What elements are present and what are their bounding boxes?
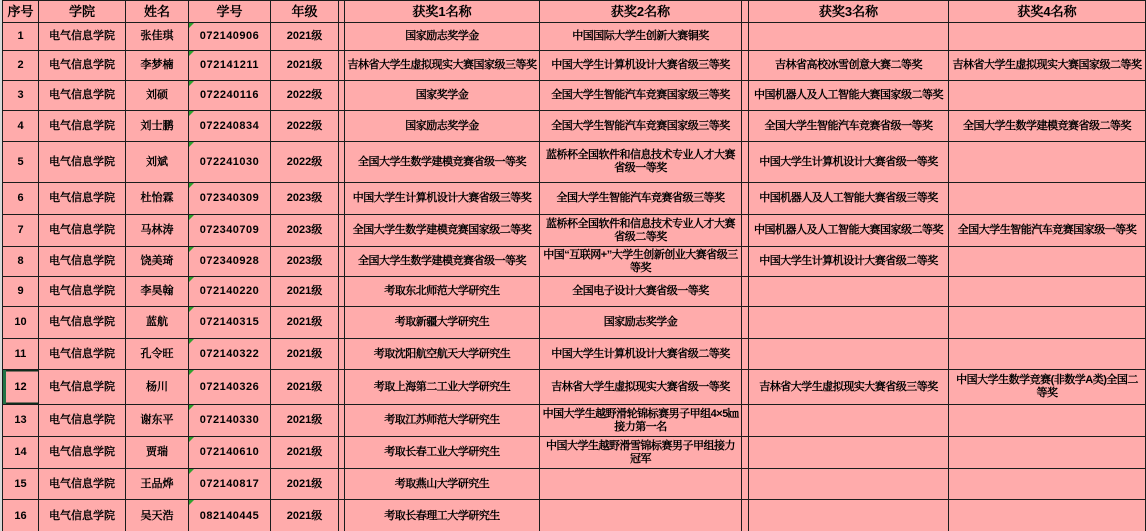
award3-cell[interactable]	[749, 23, 949, 51]
student-id-cell[interactable]	[189, 215, 271, 247]
header-award4[interactable]: 获奖4名称	[949, 1, 1146, 23]
column-separator	[742, 111, 749, 142]
student-id-cell[interactable]	[189, 183, 271, 215]
student-id-cell[interactable]	[189, 437, 271, 469]
award2-cell[interactable]: 全国电子设计大赛省级一等奖	[540, 277, 742, 307]
college-cell[interactable]: 电气信息学院	[39, 51, 126, 81]
award2-cell[interactable]: 全国大学生智能汽车竞赛省级三等奖	[540, 183, 742, 215]
award1-cell[interactable]: 国家励志奖学金	[345, 111, 540, 142]
number-stored-as-text-indicator-icon	[189, 81, 194, 86]
award2-cell[interactable]: 全国大学生智能汽车竞赛国家级三等奖	[540, 111, 742, 142]
award2-cell[interactable]: 中国“互联网+”大学生创新创业大赛省级三等奖	[540, 247, 742, 277]
row-number-cell[interactable]: 1	[3, 23, 39, 51]
name-cell[interactable]: 李梦楠	[126, 51, 189, 81]
header-college[interactable]: 学院	[39, 1, 126, 23]
number-stored-as-text-indicator-icon	[189, 307, 194, 312]
grade-cell[interactable]: 2021级	[271, 307, 339, 339]
award1-cell[interactable]: 国家奖学金	[345, 81, 540, 111]
grade-cell[interactable]: 2021级	[271, 500, 339, 531]
row-number-cell[interactable]: 4	[3, 111, 39, 142]
table-row	[3, 215, 1146, 247]
award4-cell[interactable]	[949, 23, 1146, 51]
award3-cell[interactable]: 中国大学生计算机设计大赛省级一等奖	[749, 142, 949, 183]
award3-cell[interactable]: 吉林省高校冰雪创意大赛二等奖	[749, 51, 949, 81]
award3-cell[interactable]: 中国大学生计算机设计大赛省级二等奖	[749, 247, 949, 277]
college-cell[interactable]: 电气信息学院	[39, 405, 126, 437]
student-id-cell[interactable]	[189, 405, 271, 437]
award4-cell[interactable]	[949, 183, 1146, 215]
award1-cell[interactable]: 国家励志奖学金	[345, 23, 540, 51]
table-row	[3, 437, 1146, 469]
award4-cell[interactable]	[949, 437, 1146, 469]
grade-cell[interactable]: 2022级	[271, 142, 339, 183]
student-id-text: 072141211	[200, 59, 259, 72]
table-row	[3, 370, 1146, 405]
award3-cell[interactable]: 全国大学生智能汽车竞赛省级一等奖	[749, 111, 949, 142]
column-separator	[742, 183, 749, 215]
award4-cell[interactable]	[949, 405, 1146, 437]
table-row	[3, 277, 1146, 307]
award2-cell[interactable]: 全国大学生智能汽车竞赛国家级三等奖	[540, 81, 742, 111]
table-row	[3, 307, 1146, 339]
grade-cell[interactable]: 2021级	[271, 51, 339, 81]
award4-cell[interactable]	[949, 142, 1146, 183]
table-body	[3, 23, 1146, 531]
row-number-cell[interactable]: 13	[3, 405, 39, 437]
name-cell[interactable]: 贾瑞	[126, 437, 189, 469]
grade-cell[interactable]: 2022级	[271, 81, 339, 111]
number-stored-as-text-indicator-icon	[189, 405, 194, 410]
number-stored-as-text-indicator-icon	[189, 142, 194, 147]
name-cell[interactable]: 马林涛	[126, 215, 189, 247]
column-separator	[742, 339, 749, 370]
student-id-cell[interactable]	[189, 81, 271, 111]
award2-cell[interactable]: 蓝桥杯全国软件和信息技术专业人才大赛省级一等奖	[540, 142, 742, 183]
column-separator	[742, 437, 749, 469]
student-id-text: 072140610	[199, 446, 260, 459]
student-id-text: 072140906	[199, 30, 260, 43]
college-cell[interactable]: 电气信息学院	[39, 111, 126, 142]
header-award2[interactable]: 获奖2名称	[540, 1, 742, 23]
column-separator	[742, 500, 749, 531]
name-cell[interactable]: 孔令旺	[126, 339, 189, 370]
award1-cell[interactable]: 考取江苏师范大学研究生	[345, 405, 540, 437]
header-student-id[interactable]: 学号	[189, 1, 271, 23]
table-row	[3, 405, 1146, 437]
award2-cell[interactable]: 中国大学生越野滑雪锦标赛男子甲组接力冠军	[540, 437, 742, 469]
name-cell[interactable]: 张佳琪	[126, 23, 189, 51]
college-cell[interactable]: 电气信息学院	[39, 307, 126, 339]
row-number-cell[interactable]: 6	[3, 183, 39, 215]
header-name[interactable]: 姓名	[126, 1, 189, 23]
award3-cell[interactable]	[749, 437, 949, 469]
award1-cell[interactable]: 考取长春理工大学研究生	[345, 500, 540, 531]
grade-cell[interactable]: 2021级	[271, 469, 339, 500]
column-separator	[742, 215, 749, 247]
award2-cell[interactable]: 蓝桥杯全国软件和信息技术专业人才大赛省级二等奖	[540, 215, 742, 247]
award4-cell[interactable]	[949, 247, 1146, 277]
award1-cell[interactable]: 中国大学生计算机设计大赛省级三等奖	[345, 183, 540, 215]
student-id-text: 072140220	[199, 285, 260, 298]
grade-cell[interactable]: 2021级	[271, 405, 339, 437]
student-id-cell[interactable]	[189, 500, 271, 531]
award1-cell[interactable]: 吉林省大学生虚拟现实大赛国家级三等奖	[345, 51, 540, 81]
header-row	[3, 1, 1146, 23]
student-id-cell[interactable]	[189, 469, 271, 500]
award3-cell[interactable]	[749, 500, 949, 531]
grade-cell[interactable]: 2021级	[271, 23, 339, 51]
table-row	[3, 469, 1146, 500]
college-cell[interactable]: 电气信息学院	[39, 183, 126, 215]
row-number-cell[interactable]: 7	[3, 215, 39, 247]
award1-cell[interactable]: 考取沈阳航空航天大学研究生	[345, 339, 540, 370]
number-stored-as-text-indicator-icon	[189, 339, 194, 344]
name-cell[interactable]: 吴天浩	[126, 500, 189, 531]
number-stored-as-text-indicator-icon	[189, 370, 194, 375]
student-id-text: 072340309	[199, 192, 260, 205]
award4-cell[interactable]	[949, 307, 1146, 339]
student-id-text: 072140322	[199, 347, 260, 360]
award1-cell[interactable]: 考取上海第二工业大学研究生	[345, 370, 540, 405]
number-stored-as-text-indicator-icon	[189, 111, 194, 116]
student-id-cell[interactable]	[189, 277, 271, 307]
grade-cell[interactable]: 2023级	[271, 215, 339, 247]
award1-cell[interactable]: 全国大学生数学建模竞赛省级一等奖	[345, 142, 540, 183]
award4-cell[interactable]: 全国大学生智能汽车竞赛国家级一等奖	[949, 215, 1146, 247]
name-cell[interactable]: 谢东平	[126, 405, 189, 437]
student-id-cell[interactable]	[189, 142, 271, 183]
number-stored-as-text-indicator-icon	[189, 183, 194, 188]
student-id-text: 072140817	[199, 477, 260, 490]
column-separator	[742, 23, 749, 51]
award3-cell[interactable]: 中国机器人及人工智能大赛省级三等奖	[749, 183, 949, 215]
number-stored-as-text-indicator-icon	[189, 51, 194, 56]
column-separator	[742, 370, 749, 405]
number-stored-as-text-indicator-icon	[189, 469, 194, 474]
number-stored-as-text-indicator-icon	[189, 215, 194, 220]
header-award1[interactable]: 获奖1名称	[345, 1, 540, 23]
name-cell[interactable]: 刘硕	[126, 81, 189, 111]
column-separator	[742, 51, 749, 81]
award4-cell[interactable]: 全国大学生数学建模竞赛省级二等奖	[949, 111, 1146, 142]
college-cell[interactable]: 电气信息学院	[39, 215, 126, 247]
column-separator	[742, 81, 749, 111]
table-row	[3, 247, 1146, 277]
award4-cell[interactable]	[949, 339, 1146, 370]
student-id-cell[interactable]	[189, 23, 271, 51]
number-stored-as-text-indicator-icon	[189, 247, 194, 252]
college-cell[interactable]: 电气信息学院	[39, 469, 126, 500]
name-cell[interactable]: 李昊翰	[126, 277, 189, 307]
award3-cell[interactable]	[749, 405, 949, 437]
name-cell[interactable]: 刘士鹏	[126, 111, 189, 142]
award1-cell[interactable]: 考取东北师范大学研究生	[345, 277, 540, 307]
award2-cell[interactable]: 中国大学生计算机设计大赛省级二等奖	[540, 339, 742, 370]
name-cell[interactable]: 蓝航	[126, 307, 189, 339]
row-number-cell[interactable]: 5	[3, 142, 39, 183]
name-cell[interactable]: 刘斌	[126, 142, 189, 183]
student-id-cell[interactable]	[189, 51, 271, 81]
student-id-text: 072140330	[199, 414, 260, 427]
name-cell[interactable]: 杨川	[126, 370, 189, 405]
column-separator	[742, 307, 749, 339]
award3-cell[interactable]	[749, 277, 949, 307]
award4-cell[interactable]: 中国大学生数学竞赛(非数学A类)全国二等奖	[949, 370, 1146, 405]
table-row	[3, 142, 1146, 183]
award3-cell[interactable]: 中国机器人及人工智能大赛国家级二等奖	[749, 215, 949, 247]
award2-cell[interactable]: 中国大学生计算机设计大赛省级三等奖	[540, 51, 742, 81]
row-number-cell[interactable]: 11	[3, 339, 39, 370]
award1-cell[interactable]: 全国大学生数学建模竞赛国家级二等奖	[345, 215, 540, 247]
header-serial-number[interactable]: 序号	[3, 1, 39, 23]
awards-table	[2, 0, 1146, 531]
grade-cell[interactable]: 2021级	[271, 370, 339, 405]
column-separator	[742, 277, 749, 307]
student-id-cell[interactable]	[189, 339, 271, 370]
award3-cell[interactable]	[749, 307, 949, 339]
column-separator	[742, 1, 749, 23]
name-cell[interactable]: 杜怡霖	[126, 183, 189, 215]
grade-cell[interactable]: 2023级	[271, 183, 339, 215]
student-id-cell[interactable]	[189, 370, 271, 405]
award2-cell[interactable]: 国家励志奖学金	[540, 307, 742, 339]
number-stored-as-text-indicator-icon	[189, 277, 194, 282]
college-cell[interactable]: 电气信息学院	[39, 370, 126, 405]
student-id-text: 072241030	[199, 155, 260, 168]
college-cell[interactable]: 电气信息学院	[39, 23, 126, 51]
grade-cell[interactable]: 2023级	[271, 247, 339, 277]
row-number-cell[interactable]: 10	[3, 307, 39, 339]
row-number-cell[interactable]: 14	[3, 437, 39, 469]
column-separator	[742, 247, 749, 277]
college-cell[interactable]: 电气信息学院	[39, 142, 126, 183]
award3-cell[interactable]: 吉林省大学生虚拟现实大赛省级三等奖	[749, 370, 949, 405]
student-id-text: 072240116	[200, 89, 259, 102]
award2-cell[interactable]: 中国国际大学生创新大赛铜奖	[540, 23, 742, 51]
header-award3[interactable]: 获奖3名称	[749, 1, 949, 23]
table-row	[3, 51, 1146, 81]
grade-cell[interactable]: 2021级	[271, 339, 339, 370]
table-row	[3, 500, 1146, 531]
college-cell[interactable]: 电气信息学院	[39, 81, 126, 111]
award4-cell[interactable]	[949, 81, 1146, 111]
student-id-cell[interactable]	[189, 247, 271, 277]
number-stored-as-text-indicator-icon	[189, 23, 194, 28]
award4-cell[interactable]	[949, 500, 1146, 531]
college-cell[interactable]: 电气信息学院	[39, 247, 126, 277]
award4-cell[interactable]: 吉林省大学生虚拟现实大赛国家级二等奖	[949, 51, 1146, 81]
award2-cell[interactable]: 吉林省大学生虚拟现实大赛省级一等奖	[540, 370, 742, 405]
row-number-cell[interactable]: 2	[3, 51, 39, 81]
award3-cell[interactable]: 中国机器人及人工智能大赛国家级二等奖	[749, 81, 949, 111]
grade-cell[interactable]: 2022级	[271, 111, 339, 142]
college-cell[interactable]: 电气信息学院	[39, 277, 126, 307]
student-id-text: 072140315	[199, 316, 260, 329]
number-stored-as-text-indicator-icon	[189, 500, 194, 505]
student-id-cell[interactable]	[189, 111, 271, 142]
table-row	[3, 183, 1146, 215]
row-number-cell[interactable]: 15	[3, 469, 39, 500]
table-row	[3, 111, 1146, 142]
name-cell[interactable]: 王品烨	[126, 469, 189, 500]
row-number-cell[interactable]: 16	[3, 500, 39, 531]
student-id-cell[interactable]	[189, 307, 271, 339]
row-number-cell[interactable]: 12	[3, 370, 39, 405]
student-id-text: 082140445	[199, 509, 260, 522]
table-row	[3, 339, 1146, 370]
award1-cell[interactable]: 全国大学生数学建模竞赛省级一等奖	[345, 247, 540, 277]
column-separator	[742, 142, 749, 183]
award4-cell[interactable]	[949, 469, 1146, 500]
table-row	[3, 81, 1146, 111]
college-cell[interactable]: 电气信息学院	[39, 339, 126, 370]
award4-cell[interactable]	[949, 277, 1146, 307]
award1-cell[interactable]: 考取长春工业大学研究生	[345, 437, 540, 469]
column-separator	[742, 405, 749, 437]
award1-cell[interactable]: 考取燕山大学研究生	[345, 469, 540, 500]
student-id-text: 072340928	[199, 255, 260, 268]
student-id-text: 072140326	[199, 380, 260, 393]
award2-cell[interactable]: 中国大学生越野滑轮锦标赛男子甲组4×5㎞接力第一名	[540, 405, 742, 437]
grade-cell[interactable]: 2021级	[271, 437, 339, 469]
college-cell[interactable]: 电气信息学院	[39, 437, 126, 469]
student-id-text: 072340709	[199, 224, 260, 237]
award3-cell[interactable]	[749, 339, 949, 370]
table-row	[3, 23, 1146, 51]
college-cell[interactable]: 电气信息学院	[39, 500, 126, 531]
row-number-cell[interactable]: 8	[3, 247, 39, 277]
column-separator	[742, 469, 749, 500]
name-cell[interactable]: 饶美琦	[126, 247, 189, 277]
header-grade[interactable]: 年级	[271, 1, 339, 23]
grade-cell[interactable]: 2021级	[271, 277, 339, 307]
award1-cell[interactable]: 考取新疆大学研究生	[345, 307, 540, 339]
award3-cell[interactable]	[749, 469, 949, 500]
number-stored-as-text-indicator-icon	[189, 437, 194, 442]
award2-cell[interactable]	[540, 500, 742, 531]
row-number-cell[interactable]: 9	[3, 277, 39, 307]
row-number-cell[interactable]: 3	[3, 81, 39, 111]
award2-cell[interactable]	[540, 469, 742, 500]
student-id-text: 072240834	[199, 119, 260, 132]
